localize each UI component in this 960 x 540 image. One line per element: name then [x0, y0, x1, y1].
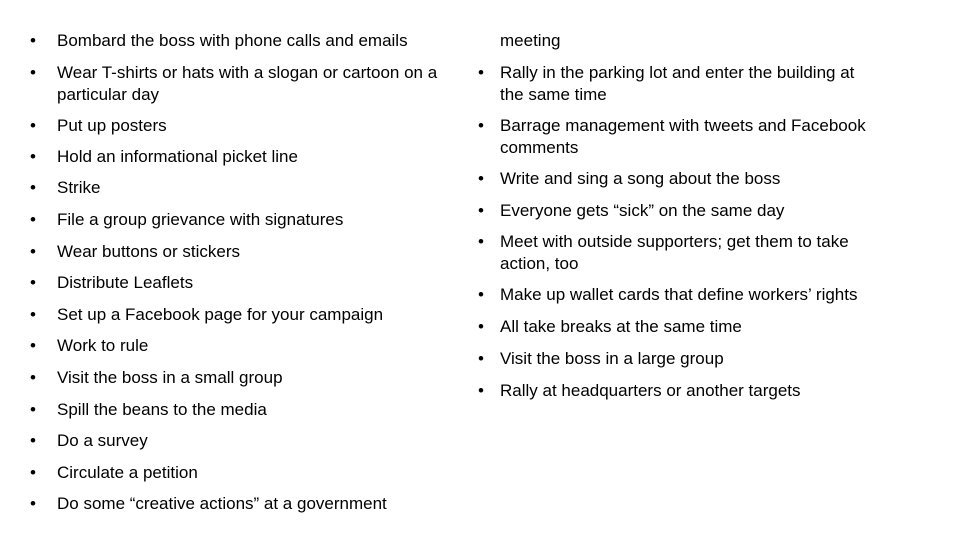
list-item-text: Set up a Facebook page for your campaign: [57, 305, 384, 324]
bullet: •: [30, 400, 36, 419]
list-item-text: All take breaks at the same time: [500, 317, 742, 336]
list-item-text: Do some “creative actions” at a government: [57, 494, 387, 513]
list-item-text: Make up wallet cards that define workers’ rights: [500, 285, 858, 304]
bullet: •: [478, 169, 484, 188]
list-item-text: Work to rule: [57, 336, 149, 355]
bullet: •: [30, 178, 36, 197]
list-item-text: Visit the boss in a large group: [500, 349, 724, 368]
bullet: •: [30, 463, 36, 482]
bullet: •: [30, 494, 36, 513]
list-item-text: Strike: [57, 178, 101, 197]
list-item-text: Do a survey: [57, 431, 148, 450]
list-item-text: Put up posters: [57, 116, 167, 135]
bullet: •: [30, 305, 36, 324]
list-item-text: Meet with outside supporters; get them to take action, too: [500, 232, 849, 273]
bullet: •: [30, 210, 36, 229]
bullet: •: [30, 31, 36, 50]
bullet: •: [478, 349, 484, 368]
bullet: •: [30, 63, 36, 82]
list-item-text: Everyone gets “sick” on the same day: [500, 201, 785, 220]
list-item-text: Visit the boss in a small group: [57, 368, 283, 387]
bullet: •: [478, 63, 484, 82]
bullet: •: [30, 116, 36, 135]
list-item-text: Write and sing a song about the boss: [500, 169, 781, 188]
continuation-text: meeting: [500, 31, 561, 50]
list-item-text: Rally at headquarters or another targets: [500, 381, 801, 400]
list-item-text: Bombard the boss with phone calls and emails: [57, 31, 408, 50]
bullet: •: [478, 116, 484, 135]
list-item-text: Spill the beans to the media: [57, 400, 267, 419]
bullet: •: [478, 285, 484, 304]
list-item-text: Circulate a petition: [57, 463, 198, 482]
list-item-text: Hold an informational picket line: [57, 147, 298, 166]
bullet: •: [478, 232, 484, 251]
list-item-text: Wear T-shirts or hats with a slogan or cartoon on a particular day: [57, 63, 438, 104]
list-item-text: Wear buttons or stickers: [57, 242, 240, 261]
bullet: •: [30, 273, 36, 292]
bullet: •: [30, 336, 36, 355]
list-item-text: Distribute Leaflets: [57, 273, 194, 292]
bullet: •: [30, 242, 36, 261]
bullet: •: [30, 431, 36, 450]
bullet: •: [30, 147, 36, 166]
list-item-text: Rally in the parking lot and enter the building at the same time: [500, 63, 855, 104]
list-item-text: Barrage management with tweets and Facebook comments: [500, 116, 866, 157]
bullet: •: [478, 381, 484, 400]
bullet: •: [478, 201, 484, 220]
list-item-text: File a group grievance with signatures: [57, 210, 344, 229]
bullet: •: [30, 368, 36, 387]
bullet: •: [478, 317, 484, 336]
